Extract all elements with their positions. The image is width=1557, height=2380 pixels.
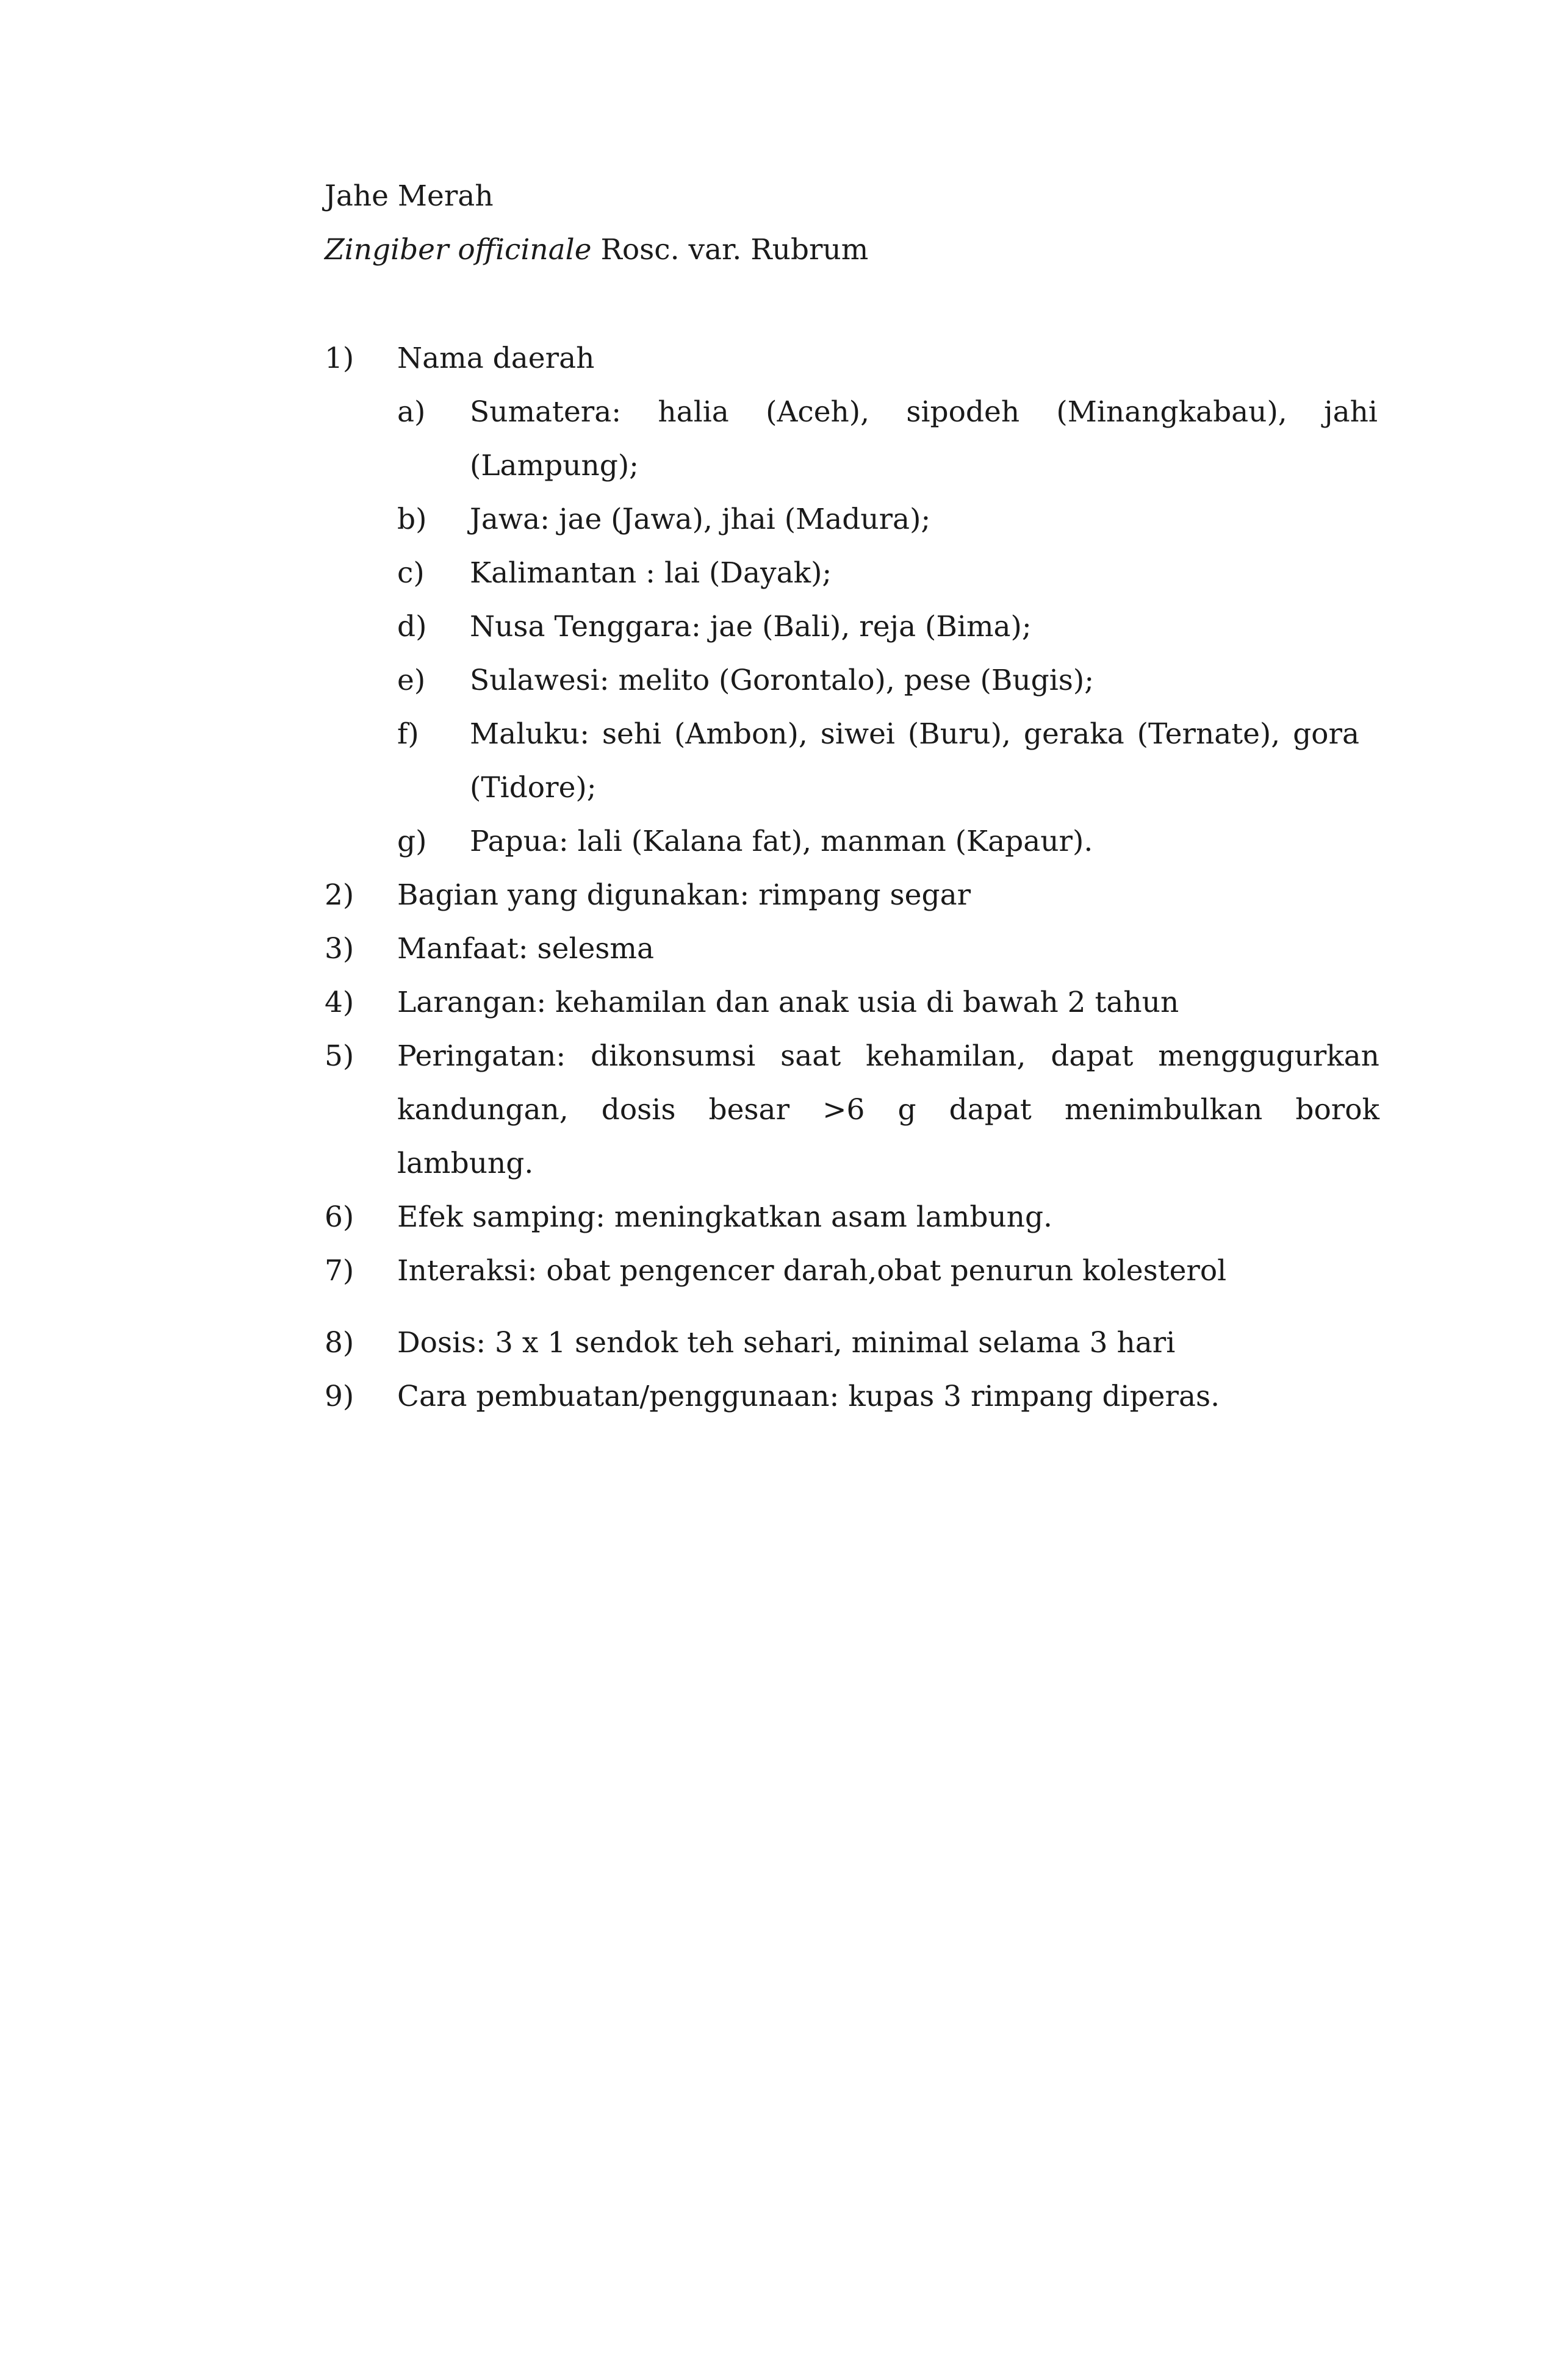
word: (Ambon), xyxy=(674,717,808,751)
word: dikonsumsi xyxy=(591,1039,756,1073)
document-title: Jahe Merah xyxy=(325,179,494,213)
word: (Minangkabau), xyxy=(1056,395,1287,429)
region-text: Jawa: jae (Jawa), jhai (Madura); xyxy=(470,503,931,536)
list-item-number: 9) xyxy=(325,1380,354,1413)
word: (Ternate), xyxy=(1137,717,1281,751)
word: geraka xyxy=(1023,717,1124,751)
word: gora xyxy=(1293,717,1359,751)
word: dapat xyxy=(949,1093,1032,1127)
region-text-line1 xyxy=(470,716,1359,753)
word: (Buru), xyxy=(907,717,1011,751)
region-text-line2: (Tidore); xyxy=(470,771,597,805)
species-rest: Rosc. var. Rubrum xyxy=(591,233,869,267)
word: (Aceh), xyxy=(766,395,870,429)
word: saat xyxy=(780,1039,841,1073)
list-item-text: Bagian yang digunakan: rimpang segar xyxy=(397,878,971,912)
list-item-number: 6) xyxy=(325,1200,354,1234)
word: kehamilan, xyxy=(866,1039,1026,1073)
list-item-number: 1) xyxy=(325,342,354,375)
list-item-text: Nama daerah xyxy=(397,342,595,375)
list-item-number: 4) xyxy=(325,986,354,1019)
word: menimbulkan xyxy=(1064,1093,1263,1127)
region-number: c) xyxy=(397,556,425,590)
list-item-number: 7) xyxy=(325,1254,354,1288)
region-number: f) xyxy=(397,717,419,751)
word: Peringatan: xyxy=(397,1039,566,1073)
region-text-line2: (Lampung); xyxy=(470,449,639,482)
word: Sumatera: xyxy=(470,395,622,429)
region-number: g) xyxy=(397,825,427,858)
list-item-number: 5) xyxy=(325,1039,354,1073)
region-text: Kalimantan : lai (Dayak); xyxy=(470,556,832,590)
list-item-text-line2 xyxy=(397,1092,1379,1128)
list-item-text-line3: lambung. xyxy=(397,1147,534,1180)
word: dosis xyxy=(601,1093,676,1127)
word: sipodeh xyxy=(906,395,1020,429)
region-number: d) xyxy=(397,610,427,643)
list-item-text-line1 xyxy=(397,1038,1379,1075)
word: siwei xyxy=(820,717,895,751)
list-item-number: 8) xyxy=(325,1326,354,1360)
word: g xyxy=(897,1093,916,1127)
region-text: Papua: lali (Kalana fat), manman (Kapaur). xyxy=(470,825,1093,858)
list-item-text: Interaksi: obat pengencer darah,obat penurun kolesterol xyxy=(397,1254,1227,1288)
species-name xyxy=(325,232,868,268)
region-text: Sulawesi: melito (Gorontalo), pese (Bugis); xyxy=(470,664,1095,697)
list-item-text: Cara pembuatan/penggunaan: kupas 3 rimpang diperas. xyxy=(397,1380,1220,1413)
word: jahi xyxy=(1324,395,1378,429)
word: sehi xyxy=(602,717,662,751)
list-item-number: 2) xyxy=(325,878,354,912)
word: besar xyxy=(708,1093,790,1127)
region-number: e) xyxy=(397,664,426,697)
list-item-text: Efek samping: meningkatkan asam lambung. xyxy=(397,1200,1052,1234)
region-text-line1 xyxy=(470,394,1378,431)
region-number: a) xyxy=(397,395,426,429)
species-italic: Zingiber officinale xyxy=(325,233,592,267)
list-item-text: Dosis: 3 x 1 sendok teh sehari, minimal selama 3 hari xyxy=(397,1326,1176,1360)
word: kandungan, xyxy=(397,1093,569,1127)
region-number: b) xyxy=(397,503,427,536)
region-text: Nusa Tenggara: jae (Bali), reja (Bima); xyxy=(470,610,1032,643)
word: dapat xyxy=(1051,1039,1134,1073)
list-item-text: Manfaat: selesma xyxy=(397,932,655,966)
list-item-number: 3) xyxy=(325,932,354,966)
word: menggugurkan xyxy=(1158,1039,1379,1073)
word: >6 xyxy=(822,1093,865,1127)
word: borok xyxy=(1295,1093,1379,1127)
word: Maluku: xyxy=(470,717,590,751)
list-item-text: Larangan: kehamilan dan anak usia di bawah 2 tahun xyxy=(397,986,1179,1019)
word: halia xyxy=(658,395,729,429)
